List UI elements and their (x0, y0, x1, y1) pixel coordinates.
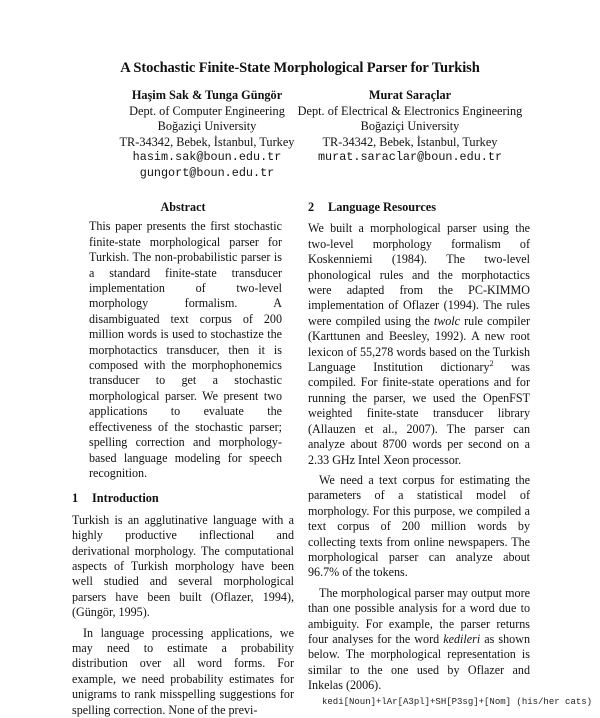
author-email: hasim.sak@boun.edu.tr (132, 150, 282, 165)
section-heading-introduction (72, 491, 294, 506)
resources-paragraph-1 (308, 221, 530, 468)
left-column (72, 200, 294, 718)
right-column (308, 200, 593, 710)
abstract-text: This paper presents the first stochastic finite-state morphological parser for Turkish. The non-probabilistic parser is a standard finite-state transducer implementation of two-level morphology formalism. A disambiguated text corpus of 200 million words is used to stochastize the morphotactics transducer, then it is composed with the morphophonemics transducer to get a stochastic morphological parser. We present two applications to evaluate the effectiveness of the stochastic parser; spelling correction and morphology-based language modeling for speech recognition. (89, 219, 282, 480)
author-email: murat.saraclar@boun.edu.tr (317, 150, 503, 165)
author-university: Boğaziçi University (360, 119, 460, 134)
author-email: gungort@boun.edu.tr (139, 165, 275, 180)
author-university: Boğaziçi University (157, 119, 257, 134)
author-address: TR-34342, Bebek, İstanbul, Turkey (322, 134, 498, 149)
resources-paragraph-2: We need a text corpus for estimating the parameters of a statistical model of morphology. For this purpose, we compiled a text corpus of 200 million words by collecting texts from online newspapers. The morphological parser can analyze about 96.7% of the tokens. (308, 472, 530, 580)
author-block-2 (290, 88, 530, 166)
author-names: Haşim Sak & Tunga Güngör (131, 88, 283, 102)
author-address: TR-34342, Bebek, İstanbul, Turkey (119, 134, 295, 149)
text-run: as shown below. The morphological representation is similar to the one used by Oflazer and Inkelas (2006). (308, 631, 531, 693)
section-title: Language Resources (328, 200, 437, 214)
section-number: 1 (72, 491, 79, 506)
author-dept: Dept. of Computer Engineering (129, 103, 285, 118)
text-run: rule compiler (Karttunen and Beesley, 1992). A new root lexicon of 55,278 words based on the Turkish Language Institution dictionary (308, 313, 530, 375)
abstract-heading: Abstract (160, 200, 206, 214)
section-number: 2 (308, 200, 315, 214)
example-word: kedileri (443, 631, 481, 646)
footnote-marker: 2 (489, 359, 494, 369)
tool-name: twolc (433, 313, 461, 328)
text-run: The morphological parser may output more than one possible analysis for a word due to ambiguity. For example, the parser returns four analyses for the word (308, 585, 530, 646)
analysis-example-line: kedi[Noun]+lAr[A3pl]+SH[P3sg]+[Nom] (his/her cats) (322, 696, 593, 707)
resources-paragraph-3 (308, 586, 530, 694)
intro-paragraph-2: In language processing applications, we may need to estimate a probability distribution over all word forms. For example, we need probability estimates for unigrams to rank misspelling suggestions for spelling correction. None of the previ- (72, 625, 294, 717)
author-names: Murat Saraçlar (368, 88, 452, 102)
author-block-1 (93, 88, 321, 182)
text-run: We built a morphological parser using the two-level morphology formalism of Koskenniemi (1984). The two-level phonological rules and the morphotactics were adapted from the PC-KIMMO implementation of Oflazer (1994). The rules were compiled using the (308, 221, 530, 328)
paper-title: A Stochastic Finite-State Morphological Parser for Turkish (120, 60, 480, 76)
author-dept: Dept. of Electrical & Electronics Engineering (297, 103, 523, 118)
section-title: Introduction (92, 491, 159, 506)
section-heading-language-resources (308, 200, 530, 215)
text-run: was compiled. For finite-state operations and for running the parser, we used the OpenFST weighted finite-state transducer library (Allauzen et al., 2007). The parser can analyze about 8700 words per second on a 2.33 GHz Intel Xeon processor. (308, 360, 530, 467)
intro-paragraph-1: Turkish is an agglutinative language with a highly productive inflectional and derivational morphology. The computational aspects of Turkish morphology have been well studied and several morphological parsers have been built (Oflazer, 1994), (Güngör, 1995). (72, 512, 294, 620)
